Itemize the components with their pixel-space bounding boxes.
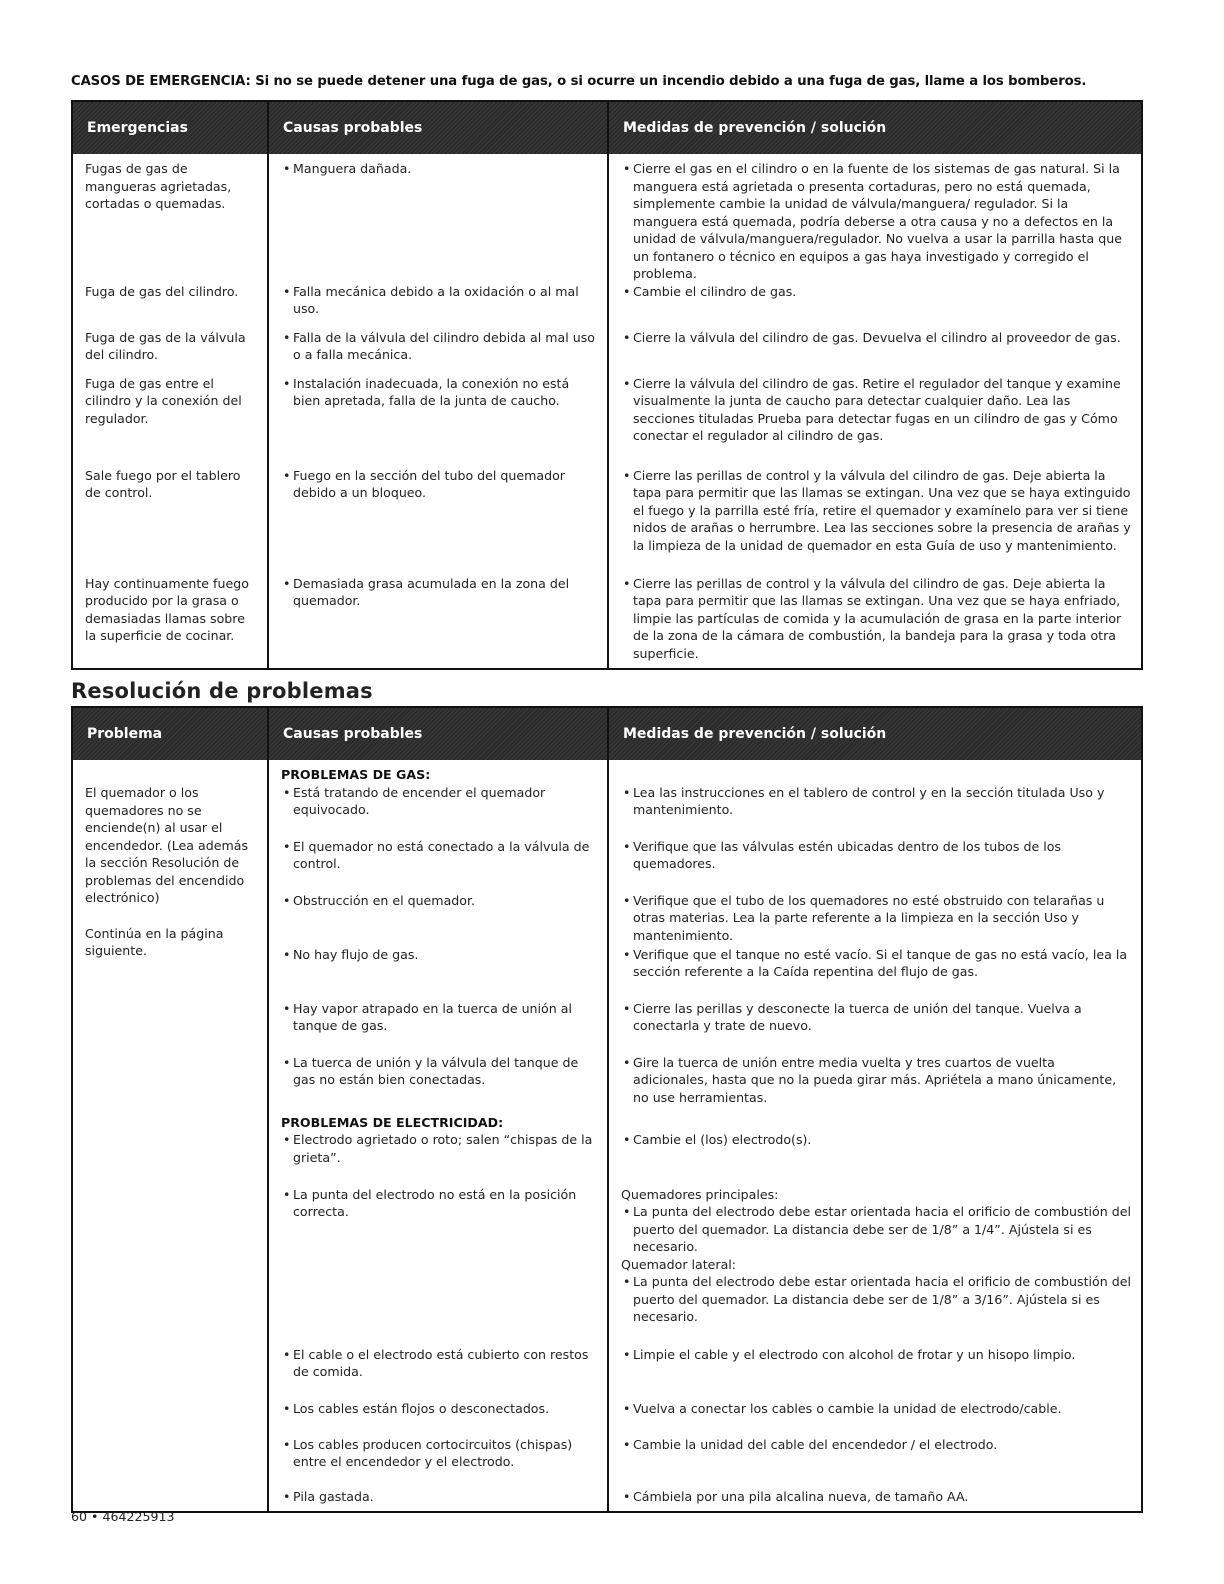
solution-cell: • Cambie el (los) electrodo(s). bbox=[621, 1131, 1133, 1149]
table-row bbox=[72, 375, 1142, 467]
cause-cell: • Instalación inadecuada, la conexión no está bien apretada, falla de la junta de caucho. bbox=[281, 375, 599, 410]
cause-cell: • Está tratando de encender el quemador equivocado. bbox=[281, 784, 599, 819]
solution-cell: • Limpie el cable y el electrodo con alcohol de frotar y un hisopo limpio. bbox=[621, 1346, 1133, 1364]
problem-cell: Fuga de gas entre el cilindro y la conexión del regulador. bbox=[72, 375, 268, 467]
electric-problems-heading: PROBLEMAS DE ELECTRICIDAD: bbox=[281, 1114, 504, 1130]
solution-cell: • Cierre las perillas de control y la válvula del cilindro de gas. Deje abierta la tapa para permitir que las llamas se extingan. Una vez que se haya extinguido el fuego y la parrilla esté fría, retire el quemador y examínelo para ver si tiene nidos de arañas o herrumbre. Lea las secciones sobre la presencia de arañas y la limpieza de la unidad de quemador en esta Guía de uso y mantenimiento. bbox=[621, 467, 1133, 555]
page-footer: 60 • 464225913 bbox=[71, 1509, 175, 1524]
cause-cell: • El cable o el electrodo está cubierto con restos de comida. bbox=[281, 1346, 599, 1381]
solution-cell: • Verifique que el tanque no esté vacío. Si el tanque de gas no está vacío, lea la sección referente a la Caída repentina del flujo de gas. bbox=[621, 946, 1133, 981]
cause-cell: • Electrodo agrietado o roto; salen “chispas de la grieta”. bbox=[281, 1131, 599, 1166]
side-burner-label: Quemador lateral: bbox=[621, 1256, 737, 1272]
cause-cell: • El quemador no está conectado a la válvula de control. bbox=[281, 838, 599, 873]
header-medidas: Medidas de prevención / solución bbox=[608, 707, 1142, 760]
solution-cell: • Cierre el gas en el cilindro o en la fuente de los sistemas de gas natural. Si la manguera está agrietada o presenta cortaduras, pero no está quemada, simplemente cambie la unidad de válvula/manguera/ regulador. Si la manguera está quemada, podría deberse a otra causa y no a defectos en la unidad de válvula/manguera/regulador. No vuelva a usar la parrilla hasta que un fontanero o técnico en equipos a gas haya investigado y corregido el problema. bbox=[621, 160, 1133, 283]
solution-cell: • Cierre las perillas y desconecte la tuerca de unión del tanque. Vuelva a conectarla y trate de nuevo. bbox=[621, 1000, 1133, 1035]
table-row bbox=[72, 154, 1142, 283]
cause-cell: • No hay flujo de gas. bbox=[281, 946, 599, 964]
troubleshooting-table bbox=[71, 706, 1143, 1513]
problem-text: El quemador o los quemadores no se enciende(n) al usar el encendedor. (Lea además la sección Resolución de problemas del encendido electrónico) bbox=[85, 785, 249, 905]
problem-cell: Fuga de gas del cilindro. bbox=[72, 283, 268, 329]
cause-cell: • Falla de la válvula del cilindro debida al mal uso o a falla mecánica. bbox=[281, 329, 599, 364]
problem-cell: Hay continuamente fuego producido por la grasa o demasiadas llamas sobre la superficie de cocinar. bbox=[72, 575, 268, 670]
solution-cell: • Cierre las perillas de control y la válvula del cilindro de gas. Deje abierta la tapa para permitir que las llamas se extingan. Una vez que se haya enfriado, limpie las partículas de comida y la acumulación de grasa en la parte interior de la zona de la cámara de combustión, la bandeja para la grasa y toda otra superficie. bbox=[621, 575, 1133, 663]
solution-cell: • Cambie la unidad del cable del encendedor / el electrodo. bbox=[621, 1436, 1133, 1454]
header-problema: Problema bbox=[72, 707, 268, 760]
cause-cell: • Falla mecánica debido a la oxidación o al mal uso. bbox=[281, 283, 599, 318]
cause-cell: • Los cables producen cortocircuitos (chispas) entre el encendedor y el electrodo. bbox=[281, 1436, 599, 1471]
header-emergencias: Emergencias bbox=[72, 101, 268, 154]
cause-cell: • Los cables están flojos o desconectados. bbox=[281, 1400, 599, 1418]
table-row bbox=[72, 329, 1142, 375]
table-header-row bbox=[72, 101, 1142, 154]
solution-cell: • Vuelva a conectar los cables o cambie la unidad de electrodo/cable. bbox=[621, 1400, 1133, 1418]
cause-cell: • Manguera dañada. bbox=[281, 160, 599, 178]
header-causas: Causas probables bbox=[268, 707, 608, 760]
cause-cell: • Pila gastada. bbox=[281, 1488, 599, 1506]
solution-cell: • Cierre la válvula del cilindro de gas. Retire el regulador del tanque y examine visualmente la junta de caucho para detectar cualquier daño. Lea las secciones tituladas Prueba para detectar fugas en un cilindro de gas y Cómo conectar el regulador al cilindro de gas. bbox=[621, 375, 1133, 445]
gas-problems-heading: PROBLEMAS DE GAS: bbox=[281, 767, 431, 782]
solution-cell: • Cámbiela por una pila alcalina nueva, de tamaño AA. bbox=[621, 1488, 1133, 1506]
solution-cell: • Verifique que el tubo de los quemadores no esté obstruido con telarañas u otras materias. Lea la parte referente a la limpieza en la sección Uso y mantenimiento. bbox=[621, 892, 1133, 945]
main-burners-solution: • La punta del electrodo debe estar orientada hacia el orificio de combustión del puerto del quemador. La distancia debe ser de 1/8” a 1/4”. Ajústela si es necesario. bbox=[621, 1203, 1133, 1256]
cause-cell: • La tuerca de unión y la válvula del tanque de gas no están bien conectadas. bbox=[281, 1054, 599, 1089]
side-burner-solution: • La punta del electrodo debe estar orientada hacia el orificio de combustión del puerto del quemador. La distancia debe ser de 1/8” a 3/16”. Ajústela si es necesario. bbox=[621, 1273, 1133, 1326]
solution-cell: • Gire la tuerca de unión entre media vuelta y tres cuartos de vuelta adicionales, hasta que no la pueda girar más. Apriétela a mano únicamente, no use herramientas. bbox=[621, 1054, 1133, 1107]
problem-cell bbox=[72, 760, 268, 1512]
emergency-note: CASOS DE EMERGENCIA: Si no se puede detener una fuga de gas, o si ocurre un incendio debido a una fuga de gas, llame a los bomberos. bbox=[71, 74, 1087, 89]
table-row bbox=[72, 283, 1142, 329]
solution-cell: • Verifique que las válvulas estén ubicadas dentro de los tubos de los quemadores. bbox=[621, 838, 1133, 873]
table-header-row bbox=[72, 707, 1142, 760]
problem-cell: Fugas de gas de mangueras agrietadas, cortadas o quemadas. bbox=[72, 154, 268, 283]
problem-cell: Fuga de gas de la válvula del cilindro. bbox=[72, 329, 268, 375]
header-causas: Causas probables bbox=[268, 101, 608, 154]
header-medidas: Medidas de prevención / solución bbox=[608, 101, 1142, 154]
emergency-table bbox=[71, 100, 1143, 670]
table-row bbox=[72, 760, 1142, 784]
cause-cell: • La punta del electrodo no está en la posición correcta. bbox=[281, 1186, 599, 1221]
table-row bbox=[72, 575, 1142, 670]
section-title: Resolución de problemas bbox=[71, 679, 373, 703]
problem-cell: Sale fuego por el tablero de control. bbox=[72, 467, 268, 575]
cause-cell: • Hay vapor atrapado en la tuerca de unión al tanque de gas. bbox=[281, 1000, 599, 1035]
solution-cell: • Lea las instrucciones en el tablero de control y en la sección titulada Uso y mantenimiento. bbox=[621, 784, 1133, 819]
cause-cell: • Obstrucción en el quemador. bbox=[281, 892, 599, 910]
cause-cell: • Fuego en la sección del tubo del quemador debido a un bloqueo. bbox=[281, 467, 599, 502]
cause-cell: • Demasiada grasa acumulada en la zona del quemador. bbox=[281, 575, 599, 610]
solution-cell: • Cierre la válvula del cilindro de gas. Devuelva el cilindro al proveedor de gas. bbox=[621, 329, 1133, 347]
solution-cell: • Cambie el cilindro de gas. bbox=[621, 283, 1133, 301]
main-burners-label: Quemadores principales: bbox=[621, 1186, 779, 1202]
table-row bbox=[72, 467, 1142, 575]
continued-note: Continúa en la página siguiente. bbox=[85, 925, 224, 958]
